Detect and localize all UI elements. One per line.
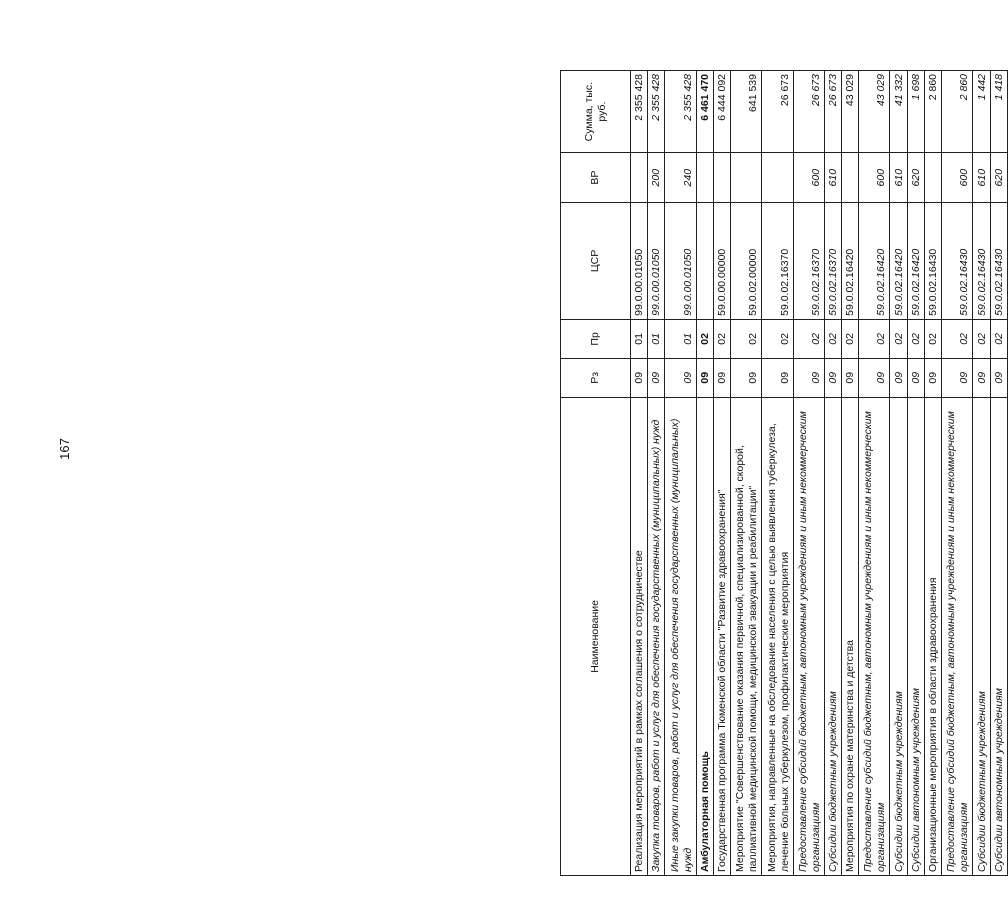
cell-pr: 02 (824, 319, 841, 358)
table-header-row (561, 71, 631, 876)
cell-vr (731, 153, 762, 203)
cell-pr: 02 (907, 319, 924, 358)
cell-csr: 59.0.02.16430 (924, 203, 941, 320)
cell-csr: 59.0.02.16420 (842, 203, 859, 320)
cell-rz: 09 (859, 358, 890, 397)
cell-name: Мероприятия по охране материнства и детства (842, 397, 859, 875)
table-body (631, 71, 1008, 876)
cell-sum: 2 860 (924, 71, 941, 153)
budget-table (560, 70, 1008, 876)
cell-rz: 09 (631, 358, 648, 397)
header-vr: ВР (561, 153, 631, 203)
header-name: Наименование (561, 397, 631, 875)
cell-rz: 09 (942, 358, 973, 397)
table-row (665, 71, 696, 876)
cell-sum: 2 355 428 (631, 71, 648, 153)
cell-name: Субсидии бюджетным учреждениям (824, 397, 841, 875)
cell-rz: 09 (713, 358, 730, 397)
cell-csr (696, 203, 713, 320)
cell-rz: 09 (973, 358, 990, 397)
cell-vr: 600 (793, 153, 824, 203)
page-number: 167 (57, 438, 72, 460)
cell-name: Реализация мероприятий в рамках соглашения о сотрудничестве (631, 397, 648, 875)
cell-vr (924, 153, 941, 203)
cell-sum: 1 442 (973, 71, 990, 153)
cell-name: Государственная программа Тюменской области "Развитие здравоохранения" (713, 397, 730, 875)
cell-rz: 09 (842, 358, 859, 397)
cell-sum: 6 444 092 (713, 71, 730, 153)
header-pr: Пр (561, 319, 631, 358)
cell-rz: 09 (990, 358, 1007, 397)
cell-name: Предоставление субсидий бюджетным, автономным учреждениям и иным некоммерческим организациям (859, 397, 890, 875)
cell-vr (696, 153, 713, 203)
cell-pr: 02 (793, 319, 824, 358)
cell-pr: 01 (665, 319, 696, 358)
cell-sum: 26 673 (793, 71, 824, 153)
cell-vr: 600 (859, 153, 890, 203)
rotated-table-container (560, 70, 1008, 876)
cell-pr: 02 (990, 319, 1007, 358)
cell-name: Предоставление субсидий бюджетным, автономным учреждениям и иным некоммерческим организациям (793, 397, 824, 875)
cell-rz: 09 (731, 358, 762, 397)
cell-vr (762, 153, 793, 203)
cell-sum: 1 418 (990, 71, 1007, 153)
cell-rz: 09 (648, 358, 665, 397)
table-row (842, 71, 859, 876)
table-row (907, 71, 924, 876)
cell-csr: 59.0.02.16430 (942, 203, 973, 320)
cell-csr: 59.0.00.00000 (713, 203, 730, 320)
cell-csr: 59.0.02.16370 (762, 203, 793, 320)
cell-csr: 59.0.02.16370 (824, 203, 841, 320)
cell-pr: 02 (973, 319, 990, 358)
cell-rz: 09 (907, 358, 924, 397)
cell-pr: 02 (731, 319, 762, 358)
cell-vr: 600 (942, 153, 973, 203)
header-csr: ЦСР (561, 203, 631, 320)
cell-rz: 09 (890, 358, 907, 397)
cell-vr (842, 153, 859, 203)
cell-pr: 01 (648, 319, 665, 358)
cell-name: Субсидии бюджетным учреждениям (973, 397, 990, 875)
cell-pr: 02 (942, 319, 973, 358)
table-row (762, 71, 793, 876)
cell-csr: 59.0.02.16420 (859, 203, 890, 320)
cell-pr: 02 (842, 319, 859, 358)
table-row (793, 71, 824, 876)
cell-csr: 59.0.02.00000 (731, 203, 762, 320)
cell-csr: 59.0.02.16430 (973, 203, 990, 320)
cell-csr: 59.0.02.16370 (793, 203, 824, 320)
cell-name: Амбулаторная помощь (696, 397, 713, 875)
cell-name: Предоставление субсидий бюджетным, автономным учреждениям и иным некоммерческим организациям (942, 397, 973, 875)
cell-name: Мероприятия, направленные на обследование населения с целью выявления туберкулеза, лечение больных туберкулезом, профилактические мероприятия (762, 397, 793, 875)
cell-rz: 09 (665, 358, 696, 397)
cell-vr: 200 (648, 153, 665, 203)
cell-vr: 610 (824, 153, 841, 203)
cell-name: Субсидии автономным учреждениям (907, 397, 924, 875)
cell-name: Мероприятие "Совершенствование оказания первичной, специализированной, скорой, паллиативной медицинской помощи, медицинской эвакуации и реабилитации" (731, 397, 762, 875)
cell-pr: 02 (859, 319, 890, 358)
cell-vr: 620 (990, 153, 1007, 203)
cell-csr: 99.0.00.01050 (665, 203, 696, 320)
cell-csr: 59.0.02.16430 (990, 203, 1007, 320)
cell-sum: 641 539 (731, 71, 762, 153)
cell-pr: 02 (713, 319, 730, 358)
table-row (696, 71, 713, 876)
cell-sum: 1 698 (907, 71, 924, 153)
table-row (648, 71, 665, 876)
cell-sum: 41 332 (890, 71, 907, 153)
cell-sum: 2 355 428 (648, 71, 665, 153)
cell-name: Закупка товаров, работ и услуг для обеспечения государственных (муниципальных) нужд (648, 397, 665, 875)
cell-vr (631, 153, 648, 203)
table-row (631, 71, 648, 876)
cell-csr: 59.0.02.16420 (890, 203, 907, 320)
cell-sum: 2 860 (942, 71, 973, 153)
table-row (890, 71, 907, 876)
table-row (942, 71, 973, 876)
cell-sum: 6 461 470 (696, 71, 713, 153)
cell-pr: 02 (762, 319, 793, 358)
cell-pr: 02 (890, 319, 907, 358)
cell-sum: 26 673 (824, 71, 841, 153)
table-row (731, 71, 762, 876)
table-row (713, 71, 730, 876)
cell-sum: 26 673 (762, 71, 793, 153)
cell-sum: 43 029 (842, 71, 859, 153)
cell-name: Иные закупки товаров, работ и услуг для обеспечения государственных (муниципальных) нужд (665, 397, 696, 875)
cell-vr: 610 (890, 153, 907, 203)
table-row (924, 71, 941, 876)
cell-rz: 09 (924, 358, 941, 397)
cell-pr: 02 (696, 319, 713, 358)
cell-pr: 02 (924, 319, 941, 358)
cell-pr: 01 (631, 319, 648, 358)
cell-rz: 09 (824, 358, 841, 397)
cell-sum: 2 355 428 (665, 71, 696, 153)
table-row (973, 71, 990, 876)
header-sum: Сумма, тыс. руб. (561, 71, 631, 153)
cell-name: Субсидии автономным учреждениям (990, 397, 1007, 875)
cell-rz: 09 (793, 358, 824, 397)
cell-csr: 99.0.00.01050 (648, 203, 665, 320)
cell-name: Субсидии бюджетным учреждениям (890, 397, 907, 875)
cell-sum: 43 029 (859, 71, 890, 153)
cell-csr: 99.0.00.01050 (631, 203, 648, 320)
header-rz: Рз (561, 358, 631, 397)
table-row (824, 71, 841, 876)
cell-vr: 620 (907, 153, 924, 203)
cell-name: Организационные мероприятия в области здравоохранения (924, 397, 941, 875)
cell-rz: 09 (696, 358, 713, 397)
cell-rz: 09 (762, 358, 793, 397)
cell-vr (713, 153, 730, 203)
table-row (859, 71, 890, 876)
cell-vr: 240 (665, 153, 696, 203)
cell-vr: 610 (973, 153, 990, 203)
cell-csr: 59.0.02.16420 (907, 203, 924, 320)
table-row (990, 71, 1007, 876)
